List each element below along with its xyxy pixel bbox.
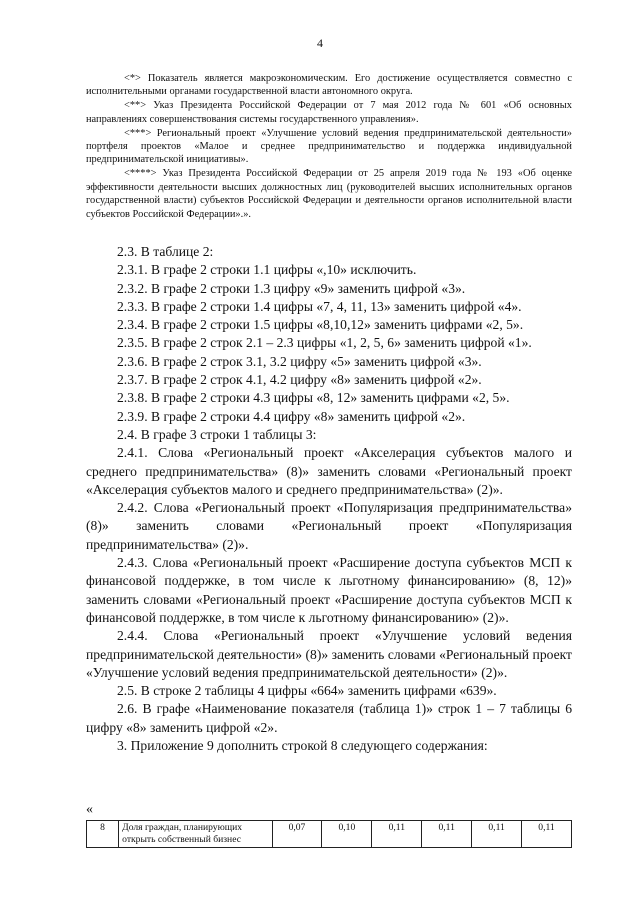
paragraph: 2.3.4. В графе 2 строки 1.5 цифры «8,10,12» заменить цифрами «2, 5». <box>117 317 524 333</box>
value-cell: 0,11 <box>522 821 572 848</box>
paragraph: 2.4.3. Слова «Региональный проект «Расширение доступа субъектов МСП к финансовой поддержке, в том числе к льготному финансированию» (8, 12)» заменить словами «Региональный проект «Расширение доступа субъектов МСП к финансовой поддержке, в том числе к льготному финансированию» (2)». <box>86 555 572 625</box>
paragraph: 2.4.2. Слова «Региональный проект «Популяризация предпринимательства» (8)» заменить словами «Региональный проект «Популяризация предпринимательства» (2)». <box>86 500 572 552</box>
row-number: 8 <box>87 821 119 848</box>
paragraph: 2.3. В таблице 2: <box>117 244 214 259</box>
footnote: <*> Показатель является макроэкономическим. Его достижение осуществляется совместно с исполнительными органами государственной власти автономного округа. <box>86 73 572 98</box>
value-cell: 0,11 <box>422 821 472 848</box>
paragraph: 2.3.2. В графе 2 строки 1.3 цифру «9» заменить цифрой «3». <box>117 280 466 296</box>
paragraph: 2.3.7. В графе 2 строк 4.1, 4.2 цифру «8» заменить цифрой «2». <box>117 372 482 388</box>
indicator-name: Доля граждан, планирующих открыть собственный бизнес <box>119 821 272 848</box>
paragraph: 2.6. В графе «Наименование показателя (таблица 1)» строк 1 – 7 таблицы 6 цифру «8» заменить цифрой «2». <box>86 701 572 735</box>
table-row <box>87 821 572 848</box>
value-cell: 0,11 <box>472 821 522 848</box>
paragraph: 2.4.4. Слова «Региональный проект «Улучшение условий ведения предпринимательской деятельности» (8)» заменить словами «Региональный проект «Улучшение условий ведения предпринимательской деятельности» (2)». <box>86 628 572 680</box>
document-body <box>86 243 572 755</box>
paragraph: 2.3.8. В графе 2 строки 4.3 цифры «8, 12» заменить цифрами «2, 5». <box>117 390 510 406</box>
paragraph: 2.3.3. В графе 2 строки 1.4 цифры «7, 4, 11, 13» заменить цифрой «4». <box>117 298 522 314</box>
footnotes <box>86 72 572 221</box>
indicator-table <box>86 820 572 848</box>
page-number: 4 <box>317 36 323 50</box>
paragraph: 2.3.9. В графе 2 строки 4.4 цифру «8» заменить цифрой «2». <box>117 408 466 424</box>
paragraph: 2.4.1. Слова «Региональный проект «Акселерация субъектов малого и среднего предпринимательства» (8)» заменить словами «Региональный проект «Акселерация субъектов малого и среднего предпринимательства» (2)». <box>86 445 572 497</box>
paragraph: 2.5. В строке 2 таблицы 4 цифры «664» заменить цифрами «639». <box>117 683 497 699</box>
footnote: <***> Региональный проект «Улучшение условий ведения предпринимательской деятельности» портфеля проектов «Малое и среднее предпринимательство и поддержка индивидуальной предпринимательской инициативы». <box>86 127 572 166</box>
paragraph: 2.4. В графе 3 строки 1 таблицы 3: <box>117 426 317 442</box>
paragraph: 2.3.6. В графе 2 строк 3.1, 3.2 цифру «5» заменить цифрой «3». <box>117 353 482 369</box>
paragraph: 2.3.5. В графе 2 строк 2.1 – 2.3 цифры «1, 2, 5, 6» заменить цифрой «1». <box>117 335 532 351</box>
value-cell: 0,10 <box>322 821 372 848</box>
value-cell: 0,11 <box>372 821 422 848</box>
opening-quote: « <box>86 802 93 817</box>
footnote: <****> Указ Президента Российской Федерации от 25 апреля 2019 года № 193 «Об оценке эффективности деятельности высших должностных лиц (руководителей высших исполнительных органов государственной власти) субъектов Российской Федерации и деятельности органов исполнительной власти субъектов Российской Федерации».». <box>86 168 572 220</box>
value-cell: 0,07 <box>272 821 322 848</box>
footnote: <**> Указ Президента Российской Федерации от 7 мая 2012 года № 601 «Об основных направлениях совершенствования системы государственного управления». <box>86 100 572 125</box>
paragraph: 3. Приложение 9 дополнить строкой 8 следующего содержания: <box>117 738 488 754</box>
paragraph: 2.3.1. В графе 2 строки 1.1 цифры «,10» исключить. <box>117 262 417 278</box>
